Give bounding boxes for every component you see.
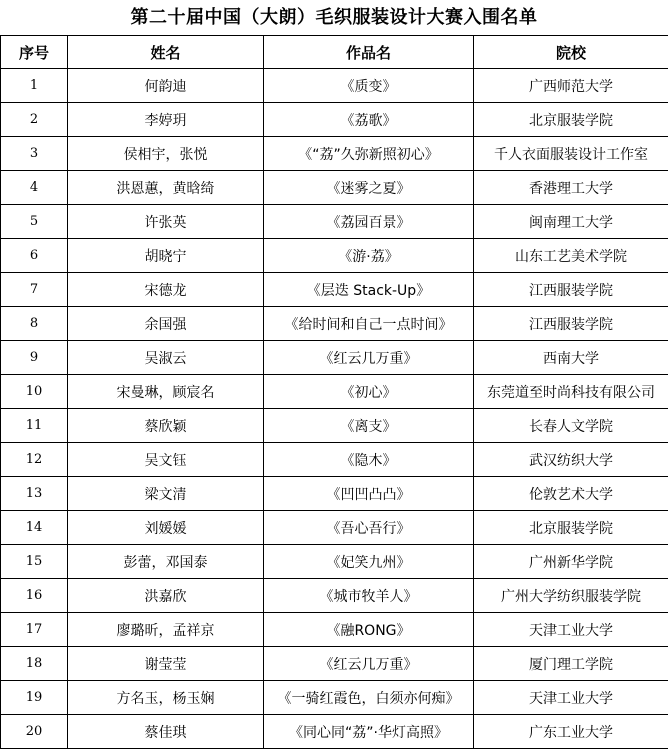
cell-school: 广东工业大学 [474, 715, 668, 749]
cell-no: 10 [1, 375, 68, 409]
cell-school: 伦敦艺术大学 [474, 477, 668, 511]
cell-name: 洪恩蕙，黄晗绮 [68, 171, 264, 205]
cell-no: 14 [1, 511, 68, 545]
cell-name: 宋德龙 [68, 273, 264, 307]
cell-school: 武汉纺织大学 [474, 443, 668, 477]
table-row [1, 613, 668, 647]
cell-school: 江西服装学院 [474, 307, 668, 341]
cell-name: 蔡佳琪 [68, 715, 264, 749]
cell-work: 《质变》 [264, 69, 474, 103]
cell-name: 许张英 [68, 205, 264, 239]
cell-school: 东莞道至时尚科技有限公司 [474, 375, 668, 409]
cell-name: 蔡欣颖 [68, 409, 264, 443]
table-row [1, 171, 668, 205]
cell-name: 彭蕾，邓国泰 [68, 545, 264, 579]
header-name: 姓名 [68, 36, 264, 69]
cell-work: 《吾心吾行》 [264, 511, 474, 545]
table-row [1, 477, 668, 511]
cell-work: 《初心》 [264, 375, 474, 409]
header-no: 序号 [1, 36, 68, 69]
cell-work: 《“荔”久弥新照初心》 [264, 137, 474, 171]
cell-no: 1 [1, 69, 68, 103]
cell-school: 厦门理工学院 [474, 647, 668, 681]
table-row [1, 103, 668, 137]
table-row [1, 375, 668, 409]
cell-school: 香港理工大学 [474, 171, 668, 205]
cell-name: 刘媛媛 [68, 511, 264, 545]
table-row [1, 205, 668, 239]
table-row [1, 647, 668, 681]
cell-name: 谢莹莹 [68, 647, 264, 681]
cell-no: 2 [1, 103, 68, 137]
cell-work: 《荔歌》 [264, 103, 474, 137]
cell-school: 北京服装学院 [474, 511, 668, 545]
cell-no: 6 [1, 239, 68, 273]
cell-school: 长春人文学院 [474, 409, 668, 443]
cell-name: 李婷玥 [68, 103, 264, 137]
table-row [1, 273, 668, 307]
cell-school: 广州大学纺织服装学院 [474, 579, 668, 613]
table-row [1, 307, 668, 341]
cell-work: 《层迭 Stack-Up》 [264, 273, 474, 307]
cell-no: 20 [1, 715, 68, 749]
cell-name: 吴文钰 [68, 443, 264, 477]
cell-school: 天津工业大学 [474, 681, 668, 715]
cell-work: 《城市牧羊人》 [264, 579, 474, 613]
cell-name: 余国强 [68, 307, 264, 341]
cell-no: 19 [1, 681, 68, 715]
table-row [1, 545, 668, 579]
cell-no: 7 [1, 273, 68, 307]
cell-school: 千人衣面服装设计工作室 [474, 137, 668, 171]
cell-no: 5 [1, 205, 68, 239]
cell-name: 宋曼琳，顾宸名 [68, 375, 264, 409]
cell-school: 广州新华学院 [474, 545, 668, 579]
cell-no: 3 [1, 137, 68, 171]
cell-school: 广西师范大学 [474, 69, 668, 103]
cell-no: 8 [1, 307, 68, 341]
header-row [1, 36, 668, 69]
table-row [1, 69, 668, 103]
cell-work: 《同心同“荔”·华灯高照》 [264, 715, 474, 749]
cell-school: 北京服装学院 [474, 103, 668, 137]
table-row [1, 137, 668, 171]
table-row [1, 409, 668, 443]
cell-name: 方名玉，杨玉娴 [68, 681, 264, 715]
cell-school: 西南大学 [474, 341, 668, 375]
cell-work: 《红云几万重》 [264, 647, 474, 681]
cell-no: 16 [1, 579, 68, 613]
cell-name: 吴淑云 [68, 341, 264, 375]
cell-name: 洪嘉欣 [68, 579, 264, 613]
cell-name: 侯相宇，张悦 [68, 137, 264, 171]
cell-no: 12 [1, 443, 68, 477]
table-row [1, 443, 668, 477]
cell-work: 《隐木》 [264, 443, 474, 477]
cell-no: 18 [1, 647, 68, 681]
table-row [1, 511, 668, 545]
table-body [1, 69, 668, 749]
cell-no: 4 [1, 171, 68, 205]
cell-work: 《红云几万重》 [264, 341, 474, 375]
table-row [1, 341, 668, 375]
cell-no: 13 [1, 477, 68, 511]
table-row [1, 239, 668, 273]
table-row [1, 579, 668, 613]
cell-name: 何韵迪 [68, 69, 264, 103]
cell-work: 《融RONG》 [264, 613, 474, 647]
finalist-table [0, 35, 668, 749]
cell-school: 闽南理工大学 [474, 205, 668, 239]
cell-work: 《妃笑九州》 [264, 545, 474, 579]
sheet-title: 第二十届中国（大朗）毛织服装设计大赛入围名单 [130, 7, 538, 28]
cell-school: 天津工业大学 [474, 613, 668, 647]
table-row [1, 681, 668, 715]
cell-no: 11 [1, 409, 68, 443]
table-row [1, 715, 668, 749]
cell-work: 《凹凹凸凸》 [264, 477, 474, 511]
cell-school: 山东工艺美术学院 [474, 239, 668, 273]
cell-work: 《荔园百景》 [264, 205, 474, 239]
cell-work: 《离支》 [264, 409, 474, 443]
cell-name: 廖璐昕，孟祥京 [68, 613, 264, 647]
cell-no: 15 [1, 545, 68, 579]
cell-name: 胡晓宁 [68, 239, 264, 273]
header-school: 院校 [474, 36, 668, 69]
cell-no: 9 [1, 341, 68, 375]
cell-work: 《迷雾之夏》 [264, 171, 474, 205]
cell-work: 《给时间和自己一点时间》 [264, 307, 474, 341]
cell-work: 《一骑红霞色，白须亦何痴》 [264, 681, 474, 715]
cell-work: 《游·荔》 [264, 239, 474, 273]
cell-no: 17 [1, 613, 68, 647]
cell-name: 梁文清 [68, 477, 264, 511]
header-work: 作品名 [264, 36, 474, 69]
cell-school: 江西服装学院 [474, 273, 668, 307]
